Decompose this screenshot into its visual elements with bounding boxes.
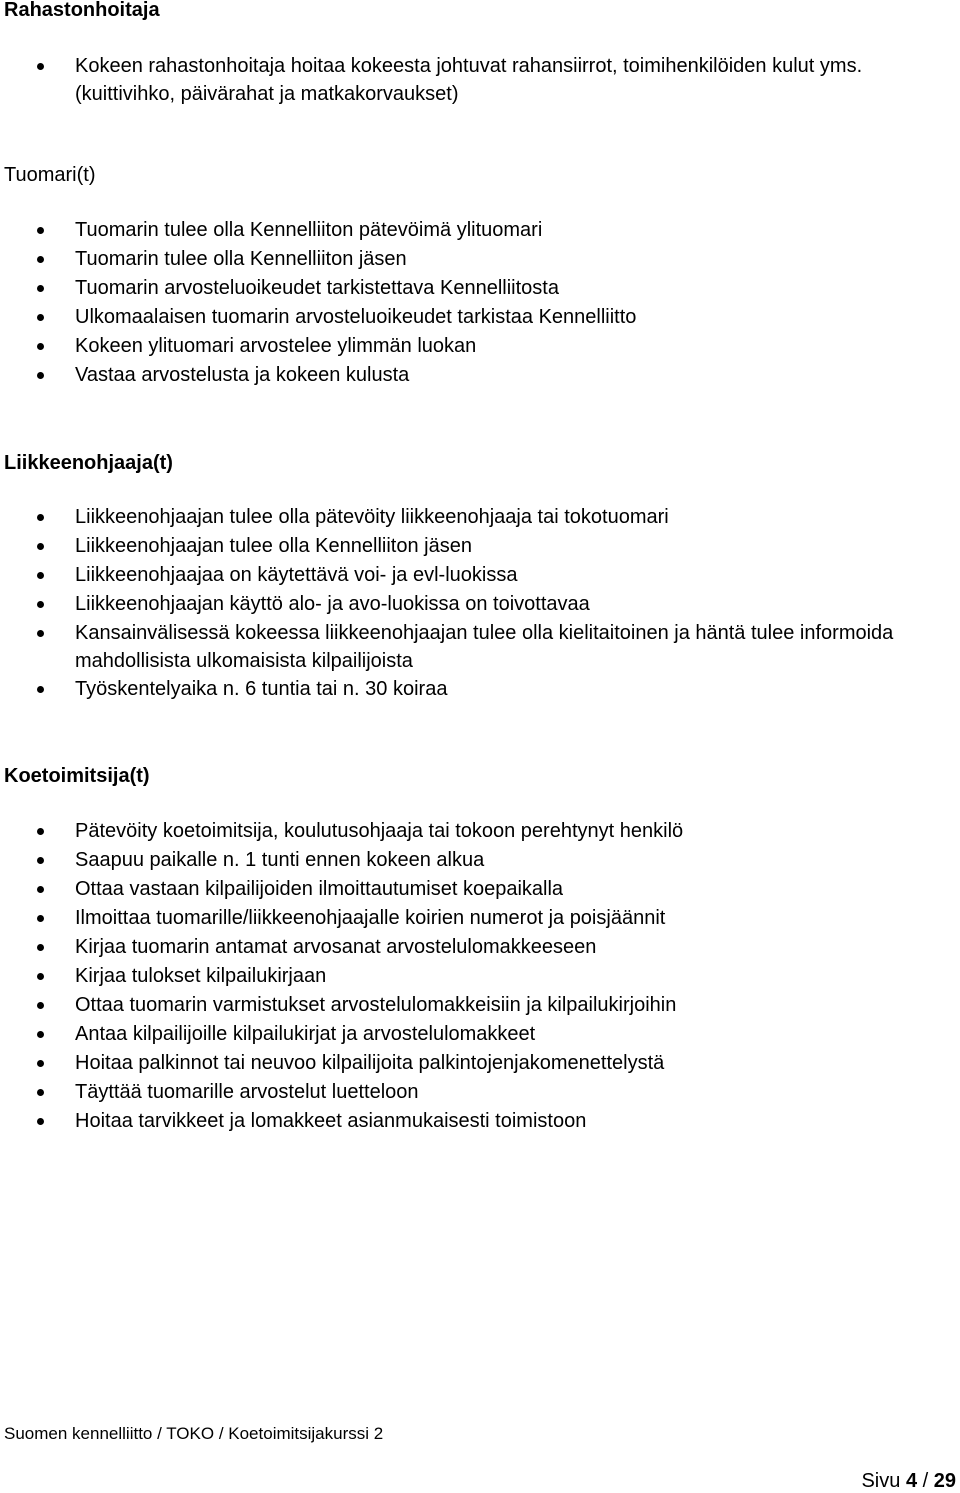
list-item-text: Antaa kilpailijoille kilpailukirjat ja arvostelulomakkeet (75, 1023, 536, 1045)
bullet-icon (37, 256, 44, 263)
list-item (0, 303, 960, 332)
list-item-text: Kokeen rahastonhoitaja hoitaa kokeesta johtuvat rahansiirrot, toimihenkilöiden kulut yms. (kuittivihko, päivärahat ja matkakorvaukset) (75, 55, 863, 105)
bullet-icon (37, 572, 44, 579)
list-item (0, 1107, 960, 1136)
bullet-list (0, 52, 960, 108)
section-heading: Koetoimitsija(t) (4, 765, 150, 787)
list-item-text: Liikkeenohjaajan käyttö alo- ja avo-luokissa on toivottavaa (75, 593, 590, 615)
bullet-icon (37, 886, 44, 893)
bullet-icon (37, 63, 44, 70)
bullet-list (0, 216, 960, 390)
list-item (0, 675, 960, 704)
list-item-text: Tuomarin tulee olla Kennelliiton pätevöimä ylituomari (75, 219, 543, 241)
bullet-icon (37, 1002, 44, 1009)
page-separator: / (922, 1470, 929, 1492)
section-heading: Rahastonhoitaja (4, 0, 160, 21)
list-item (0, 1020, 960, 1049)
section-heading: Tuomari(t) (4, 164, 96, 186)
list-item (0, 274, 960, 303)
page-label: Sivu (861, 1470, 901, 1492)
list-item (0, 532, 960, 561)
list-item (0, 332, 960, 361)
list-item (0, 962, 960, 991)
bullet-icon (37, 514, 44, 521)
bullet-icon (37, 973, 44, 980)
bullet-icon (37, 686, 44, 693)
list-item-text: Liikkeenohjaajan tulee olla Kennelliiton jäsen (75, 535, 472, 557)
list-item-text: Työskentelyaika n. 6 tuntia tai n. 30 koiraa (75, 678, 448, 700)
bullet-icon (37, 543, 44, 550)
list-item-text: Vastaa arvostelusta ja kokeen kulusta (75, 364, 410, 386)
list-item (0, 503, 960, 532)
list-item-text: Liikkeenohjaajan tulee olla pätevöity liikkeenohjaaja tai tokotuomari (75, 506, 669, 528)
bullet-icon (37, 1060, 44, 1067)
bullet-icon (37, 630, 44, 637)
list-item-text: Pätevöity koetoimitsija, koulutusohjaaja tai tokoon perehtynyt henkilö (75, 820, 684, 842)
bullet-icon (37, 314, 44, 321)
list-item-text: Kokeen ylituomari arvostelee ylimmän luokan (75, 335, 477, 357)
page-current: 4 (905, 1470, 918, 1492)
bullet-icon (37, 915, 44, 922)
list-item (0, 991, 960, 1020)
list-item (0, 817, 960, 846)
list-item (0, 590, 960, 619)
list-item-text: Hoitaa palkinnot tai neuvoo kilpailijoita palkintojenjakomenettelystä (75, 1052, 665, 1074)
page-number (861, 1469, 956, 1493)
bullet-icon (37, 227, 44, 234)
list-item-text: Tuomarin arvosteluoikeudet tarkistettava Kennelliitosta (75, 277, 559, 299)
list-item (0, 1049, 960, 1078)
bullet-icon (37, 1031, 44, 1038)
bullet-icon (37, 857, 44, 864)
bullet-icon (37, 1118, 44, 1125)
list-item (0, 904, 960, 933)
bullet-icon (37, 944, 44, 951)
list-item-text: Liikkeenohjaajaa on käytettävä voi- ja evl-luokissa (75, 564, 518, 586)
bullet-list (0, 503, 960, 704)
section-heading: Liikkeenohjaaja(t) (4, 452, 173, 474)
list-item-text: Hoitaa tarvikkeet ja lomakkeet asianmukaisesti toimistoon (75, 1110, 587, 1132)
list-item (0, 875, 960, 904)
list-item-text: Kirjaa tulokset kilpailukirjaan (75, 965, 327, 987)
bullet-icon (37, 601, 44, 608)
list-item-text: Kansainvälisessä kokeessa liikkeenohjaajan tulee olla kielitaitoinen ja häntä tulee informoida mahdollisista ulkomaisista kilpailijoista (75, 622, 894, 672)
bullet-icon (37, 1089, 44, 1096)
list-item (0, 933, 960, 962)
bullet-icon (37, 372, 44, 379)
list-item (0, 361, 960, 390)
list-item-text: Ulkomaalaisen tuomarin arvosteluoikeudet tarkistaa Kennelliitto (75, 306, 637, 328)
list-item (0, 846, 960, 875)
list-item-text: Saapuu paikalle n. 1 tunti ennen kokeen alkua (75, 849, 485, 871)
list-item (0, 216, 960, 245)
bullet-icon (37, 828, 44, 835)
page-total: 29 (933, 1470, 956, 1492)
list-item-text: Tuomarin tulee olla Kennelliiton jäsen (75, 248, 407, 270)
list-item (0, 561, 960, 590)
bullet-icon (37, 285, 44, 292)
list-item (0, 52, 960, 108)
list-item-text: Täyttää tuomarille arvostelut luetteloon (75, 1081, 419, 1103)
list-item (0, 1078, 960, 1107)
list-item-text: Kirjaa tuomarin antamat arvosanat arvostelulomakkeeseen (75, 936, 597, 958)
list-item (0, 619, 960, 675)
bullet-list (0, 817, 960, 1136)
list-item (0, 245, 960, 274)
list-item-text: Ilmoittaa tuomarille/liikkeenohjaajalle koirien numerot ja poisjäännit (75, 907, 666, 929)
list-item-text: Ottaa vastaan kilpailijoiden ilmoittautumiset koepaikalla (75, 878, 564, 900)
bullet-icon (37, 343, 44, 350)
footer-course-title: Suomen kennelliitto / TOKO / Koetoimitsijakurssi 2 (4, 1424, 384, 1443)
list-item-text: Ottaa tuomarin varmistukset arvostelulomakkeisiin ja kilpailukirjoihin (75, 994, 677, 1016)
